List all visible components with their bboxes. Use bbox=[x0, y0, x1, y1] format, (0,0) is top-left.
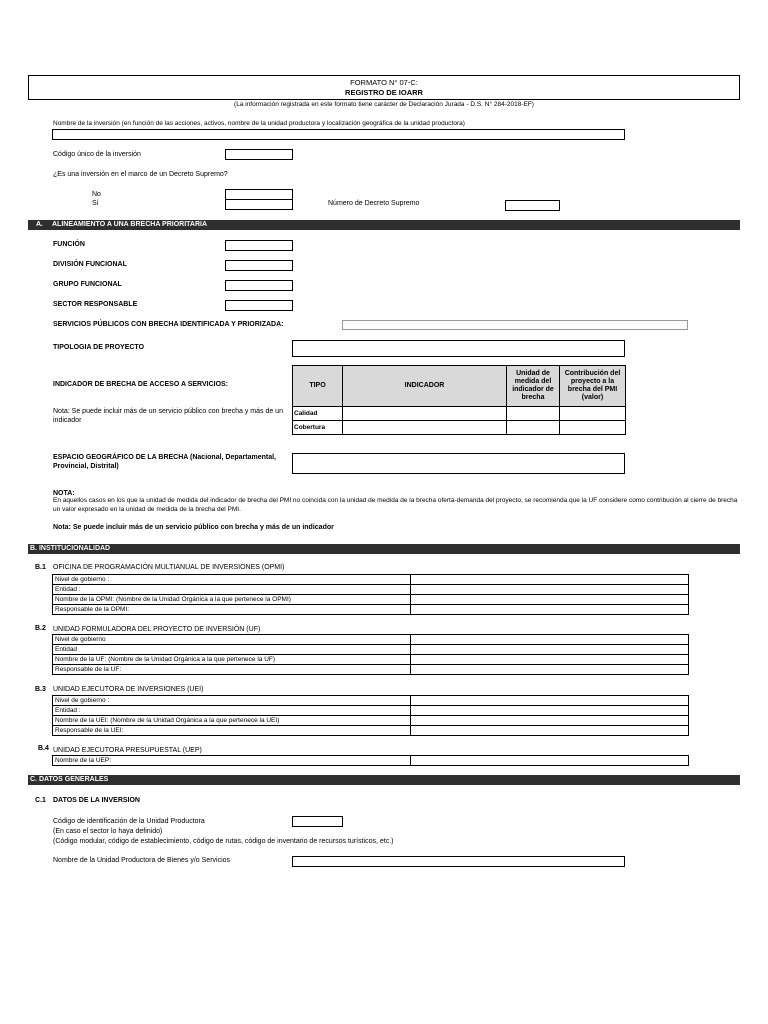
cobertura-indicador-cell[interactable] bbox=[343, 421, 507, 435]
nota-servicio: Nota: Se puede incluir más de un servicio público con brecha y más de un indicador bbox=[53, 408, 283, 424]
section-c-header bbox=[28, 775, 740, 785]
uf-responsable-value[interactable] bbox=[411, 665, 689, 675]
opmi-entidad-value[interactable] bbox=[411, 585, 689, 595]
form-title: FORMATO N° 07-C: bbox=[350, 78, 418, 87]
calidad-unidad-cell[interactable] bbox=[507, 407, 560, 421]
investment-name-label: Nombre de la inversión (en función de las acciones, activos, nombre de la unidad productora y localización geográfica de la unidad productora) bbox=[53, 120, 465, 127]
code-up-line3: (Código modular, código de establecimiento, código de rutas, código de inventario de recursos turísticos, etc.) bbox=[53, 838, 394, 845]
table-row bbox=[53, 756, 689, 766]
opmi-nivel-value[interactable] bbox=[411, 575, 689, 585]
table-row bbox=[53, 645, 689, 655]
table-row bbox=[293, 407, 626, 421]
grupo-field[interactable] bbox=[225, 280, 293, 291]
uep-table bbox=[52, 755, 689, 766]
indicator-table bbox=[292, 365, 626, 435]
espacio-field[interactable] bbox=[292, 453, 625, 474]
funcion-field[interactable] bbox=[225, 240, 293, 251]
uep-nombre-label: Nombre de la UEP: bbox=[53, 756, 411, 766]
code-up-field[interactable] bbox=[292, 816, 343, 827]
opmi-entidad-label: Entidad : bbox=[53, 585, 411, 595]
decree-number-field[interactable] bbox=[505, 200, 560, 211]
form-subtitle-title: REGISTRO DE IOARR bbox=[345, 88, 423, 97]
uf-entidad-value[interactable] bbox=[411, 645, 689, 655]
nota-text: En aquellos casos en los que la unidad de medida del indicador de brecha del PMI no coincida con la unidad de medida de la brecha oferta-demanda del proyecto, se recomienda que la UF considere como contribución al cierre de brecha un valor expresado en la unidad de medida de la brecha del PMI. bbox=[53, 497, 738, 513]
section-b-title: B. INSTITUCIONALIDAD bbox=[30, 545, 111, 552]
tipologia-field[interactable] bbox=[292, 340, 625, 357]
section-a-letter: A. bbox=[36, 221, 43, 228]
uei-nombre-value[interactable] bbox=[411, 716, 689, 726]
opmi-responsable-value[interactable] bbox=[411, 605, 689, 615]
table-row bbox=[53, 575, 689, 585]
table-row bbox=[53, 696, 689, 706]
uei-nivel-label: Nivel de gobierno : bbox=[53, 696, 411, 706]
up-name-field[interactable] bbox=[292, 856, 625, 867]
table-row bbox=[53, 716, 689, 726]
c1-title: DATOS DE LA INVERSION bbox=[53, 797, 140, 804]
table-row bbox=[53, 706, 689, 716]
table-row bbox=[53, 605, 689, 615]
table-row bbox=[53, 595, 689, 605]
uf-nivel-label: Nivel de gobierno bbox=[53, 635, 411, 645]
b3-title: UNIDAD EJECUTORA DE INVERSIONES (UEI) bbox=[53, 686, 204, 693]
uf-table bbox=[52, 634, 689, 675]
header-indicador: INDICADOR bbox=[343, 366, 507, 407]
section-b-header bbox=[28, 544, 740, 554]
form-title-box bbox=[28, 75, 740, 100]
legal-note: (La información registrada en este formato tiene carácter de Declaración Jurada - D.S. N° 284-2018-EF) bbox=[234, 101, 534, 108]
indicador-label: INDICADOR DE BRECHA DE ACCESO A SERVICIOS: bbox=[53, 381, 229, 388]
tipologia-label: TIPOLOGIA DE PROYECTO bbox=[53, 344, 145, 351]
uf-nombre-label: Nombre de la UF: (Nombre de la Unidad Orgánica a la que pertenece la UF) bbox=[53, 655, 411, 665]
opmi-table bbox=[52, 574, 689, 615]
row-label-calidad: Calidad bbox=[293, 407, 343, 421]
table-row bbox=[53, 635, 689, 645]
b2-title: UNIDAD FORMULADORA DEL PROYECTO DE INVERSIÓN (UF) bbox=[53, 626, 261, 633]
header-contribucion: Contribución del proyecto a la brecha del PMI (valor) bbox=[560, 366, 626, 407]
uei-entidad-value[interactable] bbox=[411, 706, 689, 716]
section-c-title: C. DATOS GENERALES bbox=[30, 776, 109, 783]
uf-nivel-value[interactable] bbox=[411, 635, 689, 645]
espacio-label: ESPACIO GEOGRÁFICO DE LA BRECHA (Nacional, Departamental, Provincial, Distrital) bbox=[53, 454, 276, 470]
header-unidad: Unidad de medida del indicador de brecha bbox=[507, 366, 560, 407]
investment-name-field[interactable] bbox=[52, 129, 625, 140]
option-no-label: No bbox=[92, 191, 101, 198]
b2-number: B.2 bbox=[35, 625, 46, 632]
row-label-cobertura: Cobertura bbox=[293, 421, 343, 435]
b1-title: OFICINA DE PROGRAMACIÓN MULTIANUAL DE INVERSIONES (OPMI) bbox=[53, 564, 285, 571]
funcion-label: FUNCIÓN bbox=[53, 241, 85, 248]
decree-number-label: Número de Decreto Supremo bbox=[328, 200, 420, 207]
servicios-field[interactable] bbox=[342, 320, 688, 330]
unique-code-field[interactable] bbox=[225, 149, 293, 160]
sector-label: SECTOR RESPONSABLE bbox=[53, 301, 138, 308]
table-row bbox=[53, 726, 689, 736]
uei-responsable-label: Responsable de la UEI: bbox=[53, 726, 411, 736]
b3-number: B.3 bbox=[35, 686, 46, 693]
option-si-label: Sí bbox=[92, 200, 99, 207]
uei-nivel-value[interactable] bbox=[411, 696, 689, 706]
b1-number: B.1 bbox=[35, 564, 46, 571]
decree-question: ¿Es una inversión en el marco de un Decreto Supremo? bbox=[53, 171, 228, 178]
uf-nombre-value[interactable] bbox=[411, 655, 689, 665]
division-label: DIVISIÓN FUNCIONAL bbox=[53, 261, 127, 268]
grupo-label: GRUPO FUNCIONAL bbox=[53, 281, 122, 288]
uf-entidad-label: Entidad bbox=[53, 645, 411, 655]
division-field[interactable] bbox=[225, 260, 293, 271]
header-tipo: TIPO bbox=[293, 366, 343, 407]
table-row bbox=[53, 665, 689, 675]
cobertura-unidad-cell[interactable] bbox=[507, 421, 560, 435]
opmi-nombre-label: Nombre de la OPMI: (Nombre de la Unidad Orgánica a la que pertenece la OPMI) bbox=[53, 595, 411, 605]
sector-field[interactable] bbox=[225, 300, 293, 311]
uei-nombre-label: Nombre de la UEI: (Nombre de la Unidad Orgánica a la que pertenece la UEI) bbox=[53, 716, 411, 726]
uei-table bbox=[52, 695, 689, 736]
code-up-line1: Código de identificación de la Unidad Productora bbox=[53, 818, 205, 825]
opmi-responsable-label: Responsable de la OPMI: bbox=[53, 605, 411, 615]
section-a-title: ALINEAMIENTO A UNA BRECHA PRIORITARIA bbox=[52, 221, 208, 228]
uep-nombre-value[interactable] bbox=[411, 756, 689, 766]
b4-number: B.4 bbox=[38, 745, 49, 752]
up-name-label: Nombre de la Unidad Productora de Bienes y/o Servicios bbox=[53, 857, 231, 864]
unique-code-label: Código único de la inversión bbox=[53, 151, 141, 158]
nota-bold: Nota: Se puede incluir más de un servicio público con brecha y más de un indicador bbox=[53, 524, 334, 531]
indicator-table-header bbox=[293, 366, 626, 407]
c1-number: C.1 bbox=[35, 797, 46, 804]
uei-entidad-label: Entidad : bbox=[53, 706, 411, 716]
uf-responsable-label: Responsable de la UF: bbox=[53, 665, 411, 675]
calidad-contribucion-cell[interactable] bbox=[560, 407, 626, 421]
cobertura-contribucion-cell[interactable] bbox=[560, 421, 626, 435]
table-row bbox=[53, 585, 689, 595]
b4-title: UNIDAD EJECUTORA PRESUPUESTAL (UEP) bbox=[53, 747, 202, 754]
uei-responsable-value[interactable] bbox=[411, 726, 689, 736]
table-row bbox=[53, 655, 689, 665]
option-si-field[interactable] bbox=[225, 199, 293, 210]
calidad-indicador-cell[interactable] bbox=[343, 407, 507, 421]
table-row bbox=[293, 421, 626, 435]
nota-title: NOTA: bbox=[53, 490, 75, 497]
opmi-nombre-value[interactable] bbox=[411, 595, 689, 605]
opmi-nivel-label: Nivel de gobierno : bbox=[53, 575, 411, 585]
servicios-label: SERVICIOS PÚBLICOS CON BRECHA IDENTIFICADA Y PRIORIZADA: bbox=[53, 321, 284, 328]
section-a-header bbox=[28, 220, 740, 230]
code-up-line2: (En caso el sector lo haya definido) bbox=[53, 828, 163, 835]
